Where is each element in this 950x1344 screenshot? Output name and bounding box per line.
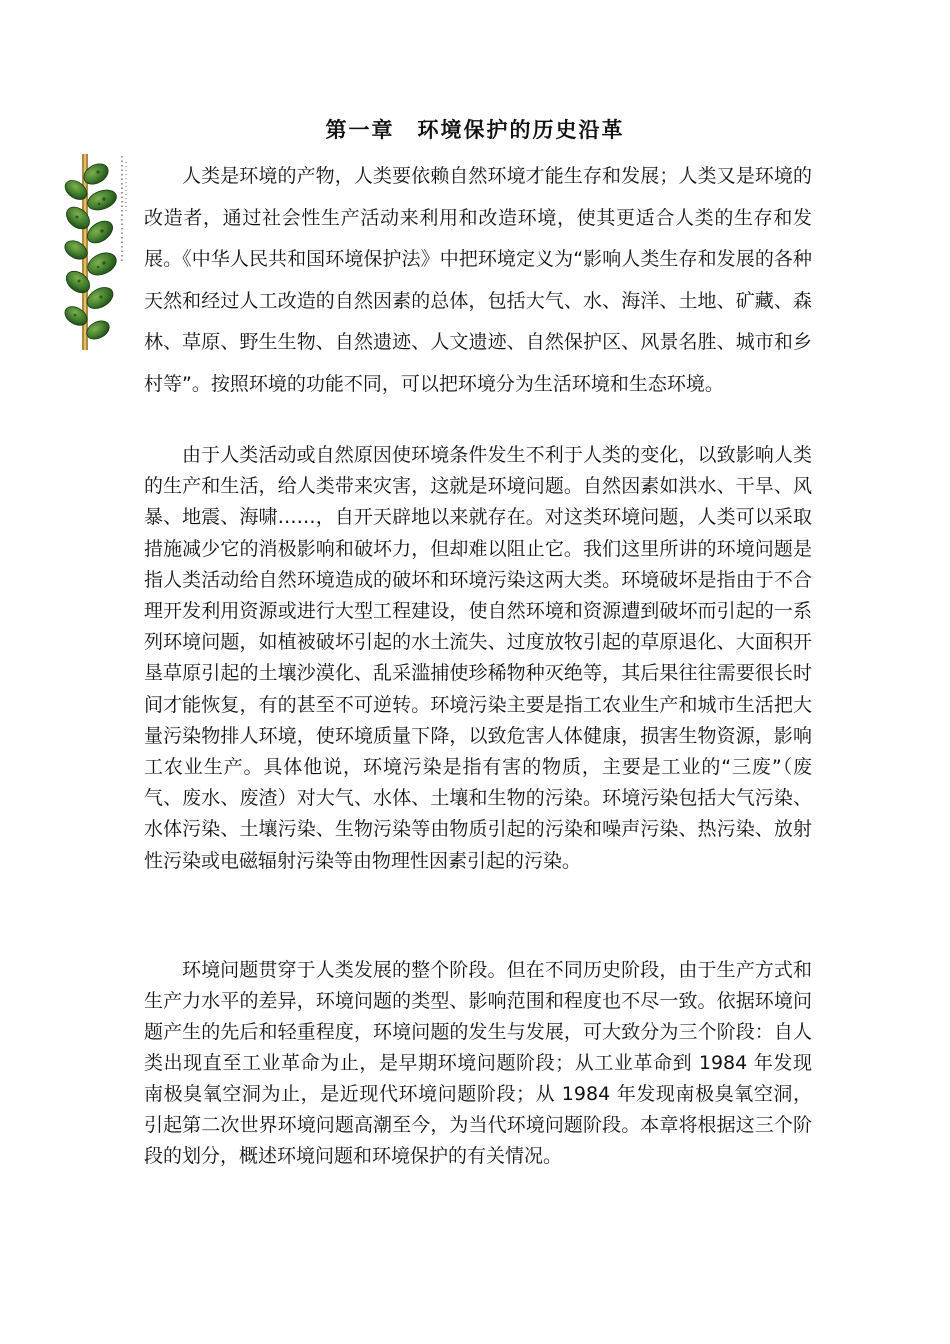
paragraph-historical-stages: 环境问题贯穿于人类发展的整个阶段。但在不同历史阶段，由于生产方式和生产力水平的差异，环境问题的类型、影响范围和程度也不尽一致。依据环境问题产生的先后和轻重程度，环境问题的发生与发展，可大致分为三个阶段：自人类出现直至工业革命为止，是早期环境问题阶段；从工业革命到 1984 年发现南极臭氧空洞为止，是近现代环境问题阶段；从 1984 年发现南极臭氧空洞，引起第二次世界环境问题高潮至今，为当代环境问题阶段。本章将根据这三个阶段的划分，概述环境问题和环境保护的有关情况。	[144, 959, 812, 1167]
paragraph-environmental-problems: 由于人类活动或自然原因使环境条件发生不利于人类的变化，以致影响人类的生产和生活，给人类带来灾害，这就是环境问题。自然因素如洪水、干旱、风暴、地震、海啸……，自开天辟地以来就存在。对这类环境问题，人类可以采取措施减少它的消极影响和破坏力，但却难以阻止它。我们这里所讲的环境问题是指人类活动给自然环境造成的破坏和环境污染这两大类。环境破坏是指由于不合理开发利用资源或进行大型工程建设，使自然环境和资源遭到破坏而引起的一系列环境问题，如植被破坏引起的水土流失、过度放牧引起的草原退化、大面积开垦草原引起的土壤沙漠化、乱采滥捕使珍稀物种灭绝等，其后果往往需要很长时间才能恢复，有的甚至不可逆转。环境污染主要是指工农业生产和城市生活把大量污染物排人环境，使环境质量下降，以致危害人体健康，损害生物资源，影响工农业生产。具体他说，环境污染是指有害的物质，主要是工业的“三废”（废气、废水、废渣）对大气、水体、土壤和生物的污染。环境污染包括大气污染、水体污染、土壤污染、生物污染等由物质引起的污染和噪声污染、热污染、放射性污染或电磁辐射污染等由物理性因素引起的污染。	[144, 444, 812, 872]
chapter-title: 第一章 环境保护的历史沿革	[325, 117, 625, 142]
leaf-vine-icon	[62, 152, 130, 352]
paragraph-environment-definition: 人类是环境的产物，人类要依赖自然环境才能生存和发展；人类又是环境的改造者，通过社会性生产活动来利用和改造环境，使其更适合人类的生存和发展。《中华人民共和国环境保护法》中把环境定义为“影响人类生存和发展的各种天然和经过人工改造的自然因素的总体，包括大气、水、海洋、土地、矿藏、森林、草原、野生生物、自然遗迹、人文遗迹、自然保护区、风景名胜、城市和乡村等”。按照环境的功能不同，可以把环境分为生活环境和生态环境。	[144, 165, 812, 395]
